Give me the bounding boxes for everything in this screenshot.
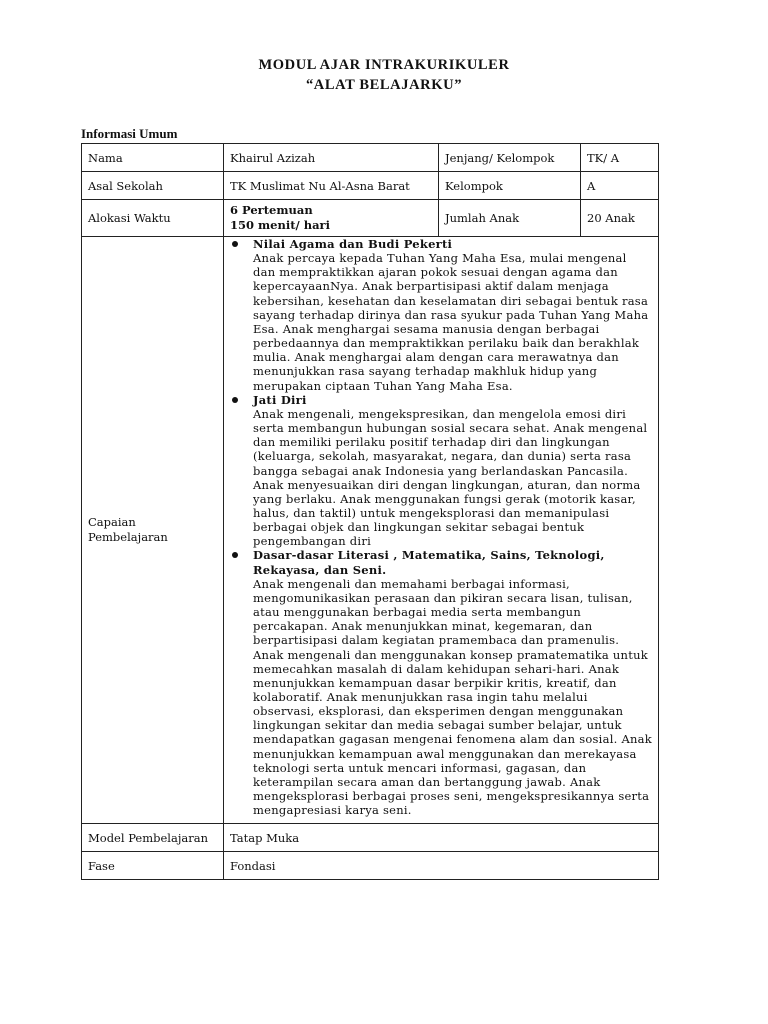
row-model-pembelajaran: [82, 824, 659, 852]
model-pembelajaran-label: Model Pembelajaran: [82, 824, 224, 852]
jumlah-anak-label: Jumlah Anak: [439, 200, 581, 237]
model-pembelajaran-value: Tatap Muka: [224, 824, 659, 852]
alokasi-waktu-label: Alokasi Waktu: [82, 200, 224, 237]
nama-value: Khairul Azizah: [224, 144, 439, 172]
document-title: MODUL AJAR INTRAKURIKULER: [258, 57, 510, 73]
capaian-item-body: Anak percaya kepada Tuhan Yang Maha Esa, mulai mengenal dan mempraktikkan ajaran pokok sesuai dengan agama dan kepercayaanNya. Anak berpartisipasi aktif dalam menjaga kebersihan, kesehatan dan keselamatan diri sebagai bentuk rasa sayang terhadap dirinya dan rasa syukur pada Tuhan Yang Maha Esa. Anak menghargai sesama manusia dengan berbagai perbedaannya dan mempraktikkan perilaku baik dan berakhlak mulia. Anak menghargai alam dengan cara merawatnya dan menunjukkan rasa sayang terhadap makhluk hidup yang merupakan ciptaan Tuhan Yang Maha Esa.: [253, 251, 649, 393]
fase-value: Fondasi: [224, 852, 659, 880]
bullet-icon: [232, 241, 238, 247]
fase-label: Fase: [82, 852, 224, 880]
capaian-label-line1: Capaian: [88, 515, 136, 530]
kelompok-value: A: [581, 172, 659, 200]
row-fase: [82, 852, 659, 880]
nama-label: Nama: [82, 144, 224, 172]
capaian-item-body: Anak mengenali dan memahami berbagai informasi, mengomunikasikan perasaan dan pikiran secara lisan, tulisan, atau menggunakan berbagai media serta membangun percakapan. Anak menunjukkan minat, kegemaran, dan berpartisipasi dalam kegiatan pramembaca dan pramenulis. Anak mengenali dan menggunakan konsep pramatematika untuk memecahkan masalah di dalam kehidupan sehari-hari. Anak menunjukkan kemampuan dasar berpikir kritis, kreatif, dan kolaboratif. Anak menunjukkan rasa ingin tahu melalui observasi, eksplorasi, dan eksperimen dengan menggunakan lingkungan sekitar dan media sebagai sumber belajar, untuk mendapatkan gagasan mengenai fenomena alam dan sosial. Anak menunjukkan kemampuan awal menggunakan dan merekayasa teknologi serta untuk mencari informasi, gagasan, dan keterampilan secara aman dan bertanggung jawab. Anak mengeksplorasi berbagai proses seni, mengekspresikannya serta mengapresiasi karya seni.: [253, 576, 652, 818]
capaian-label-line2: Pembelajaran: [88, 530, 168, 545]
capaian-label: [82, 237, 224, 824]
jumlah-anak-value: 20 Anak: [581, 200, 659, 237]
capaian-item-heading: Dasar-dasar Literasi , Matematika, Sains, Teknologi, Rekayasa, dan Seni.: [253, 548, 605, 577]
bullet-icon: [232, 397, 238, 403]
capaian-item-nilai-agama: [230, 237, 652, 393]
asal-sekolah-value: TK Muslimat Nu Al-Asna Barat: [224, 172, 439, 200]
section-heading: Informasi Umum: [81, 126, 178, 141]
bullet-icon: [232, 552, 238, 558]
row-alokasi-waktu: [82, 200, 659, 237]
info-table: [81, 143, 659, 880]
capaian-item-heading: Jati Diri: [253, 392, 307, 407]
asal-sekolah-label: Asal Sekolah: [82, 172, 224, 200]
jenjang-value: TK/ A: [581, 144, 659, 172]
row-asal-sekolah: [82, 172, 659, 200]
alokasi-waktu-value: [224, 200, 439, 237]
document-subtitle: “ALAT BELAJARKU”: [305, 77, 463, 93]
capaian-item-heading: Nilai Agama dan Budi Pekerti: [253, 237, 453, 251]
row-nama: [82, 144, 659, 172]
kelompok-label: Kelompok: [439, 172, 581, 200]
jenjang-label: Jenjang/ Kelompok: [439, 144, 581, 172]
capaian-item-body: Anak mengenali, mengekspresikan, dan mengelola emosi diri serta membangun hubungan sosial secara sehat. Anak mengenal dan memiliki perilaku positif terhadap diri dan lingkungan (keluarga, sekolah, masyarakat, negara, dan dunia) serta rasa bangga sebagai anak Indonesia yang berlandaskan Pancasila. Anak menyesuaikan diri dengan lingkungan, aturan, dan norma yang berlaku. Anak menggunakan fungsi gerak (motorik kasar, halus, dan taktil) untuk mengeksplorasi dan memanipulasi berbagai objek dan lingkungan sekitar sebagai bentuk pengembangan diri: [253, 406, 648, 549]
alokasi-menit: 150 menit/ hari: [230, 218, 330, 232]
capaian-content: [224, 237, 659, 824]
capaian-item-jati-diri: [230, 393, 652, 549]
capaian-item-literasi: [230, 548, 652, 823]
alokasi-pertemuan: 6 Pertemuan: [230, 203, 313, 217]
row-capaian: [82, 237, 659, 824]
